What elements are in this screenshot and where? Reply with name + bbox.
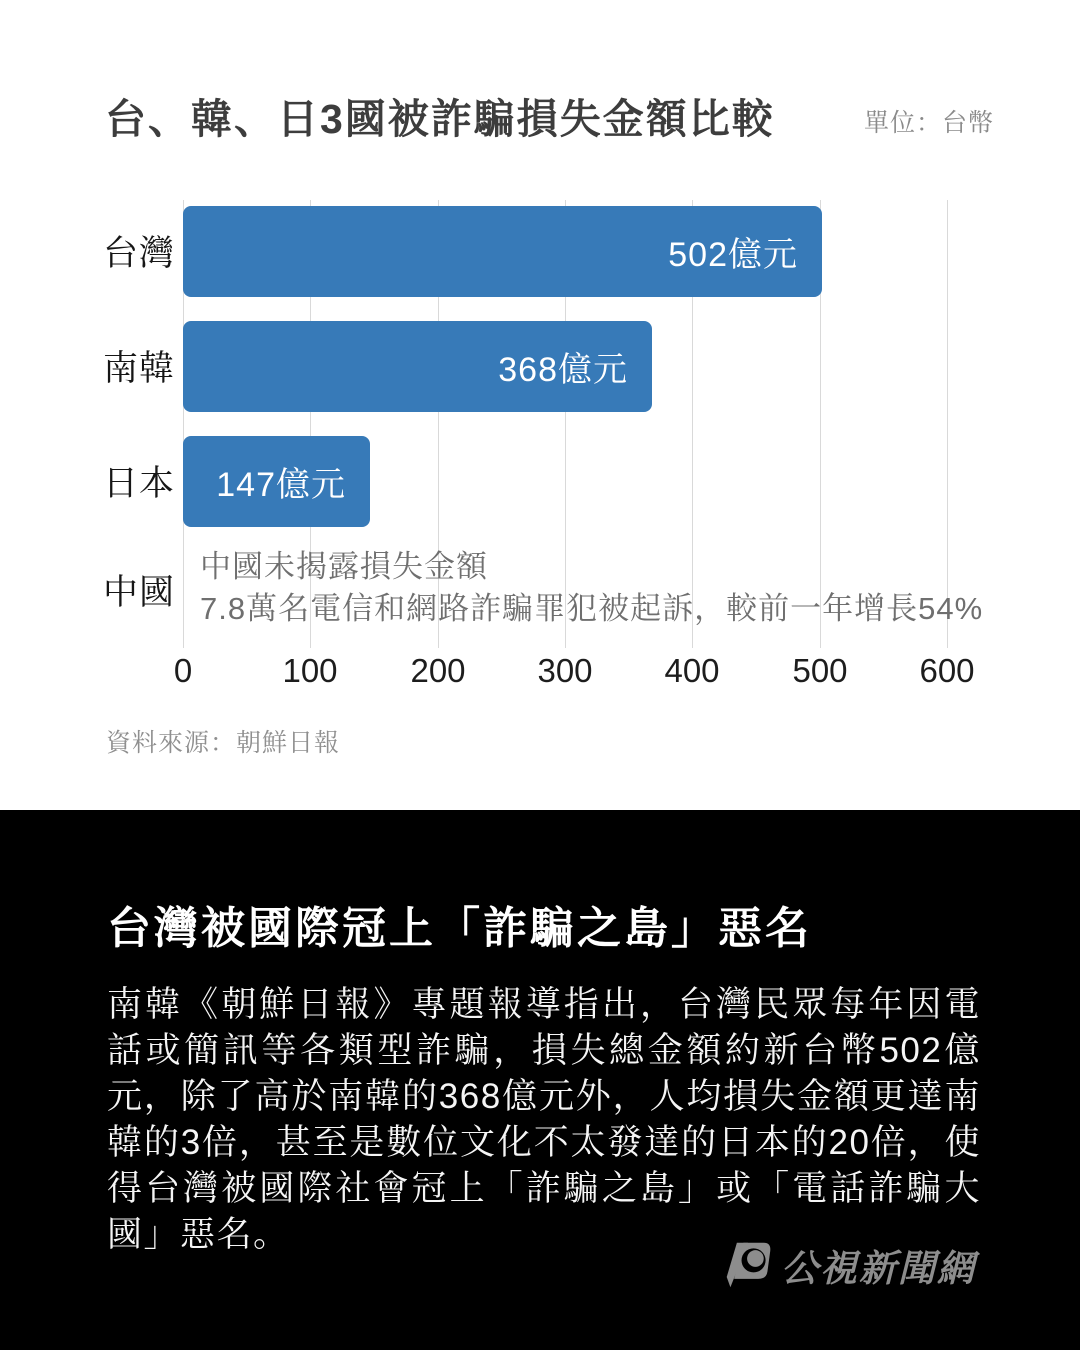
category-label-中國: 中國 [103, 573, 176, 612]
x-tick-label-200: 200 [410, 652, 466, 689]
china-annotation-line-1: 中國未揭露損失金額 [200, 549, 488, 584]
x-tick-label-500: 500 [792, 652, 848, 689]
chart-unit-label: 單位：台幣 [864, 109, 995, 137]
bar-日本: 147億元 [183, 436, 370, 527]
bar-南韓: 368億元 [183, 321, 652, 412]
chart-title: 台、韓、日3國被詐騙損失金額比較 [105, 96, 775, 142]
china-annotation-line-2: 7.8萬名電信和網路詐騙罪犯被起訴，較前一年增長54% [200, 591, 984, 626]
pts-news-logo [723, 1238, 976, 1292]
category-label-日本: 日本 [103, 464, 176, 503]
article-body: 南韓《朝鮮日報》專題報導指出，台灣民眾每年因電話或簡訊等各類型詐騙，損失總金額約新台幣502億元，除了高於南韓的368億元外，人均損失金額更達南韓的3倍，甚至是數位文化不太發達的日本的20倍，使得台灣被國際社會冠上「詐騙之島」或「電話詐騙大國」惡名。 [107, 985, 981, 1254]
x-tick-label-400: 400 [664, 652, 720, 689]
pts-logo-text: 公視新聞網 [781, 1248, 976, 1289]
article-panel [0, 810, 1080, 1350]
x-tick-label-300: 300 [537, 652, 593, 689]
category-label-台灣: 台灣 [103, 234, 176, 273]
bar-台灣: 502億元 [183, 206, 822, 297]
pts-p-lens-icon [723, 1240, 773, 1290]
x-tick-label-600: 600 [919, 652, 975, 689]
china-annotation [200, 546, 983, 630]
article-heading: 台灣被國際冠上「詐騙之島」惡名 [107, 904, 812, 953]
x-tick-label-0: 0 [173, 652, 193, 689]
x-tick-label-100: 100 [282, 652, 338, 689]
data-source-note: 資料來源：朝鮮日報 [106, 729, 341, 757]
category-label-南韓: 南韓 [103, 349, 176, 388]
